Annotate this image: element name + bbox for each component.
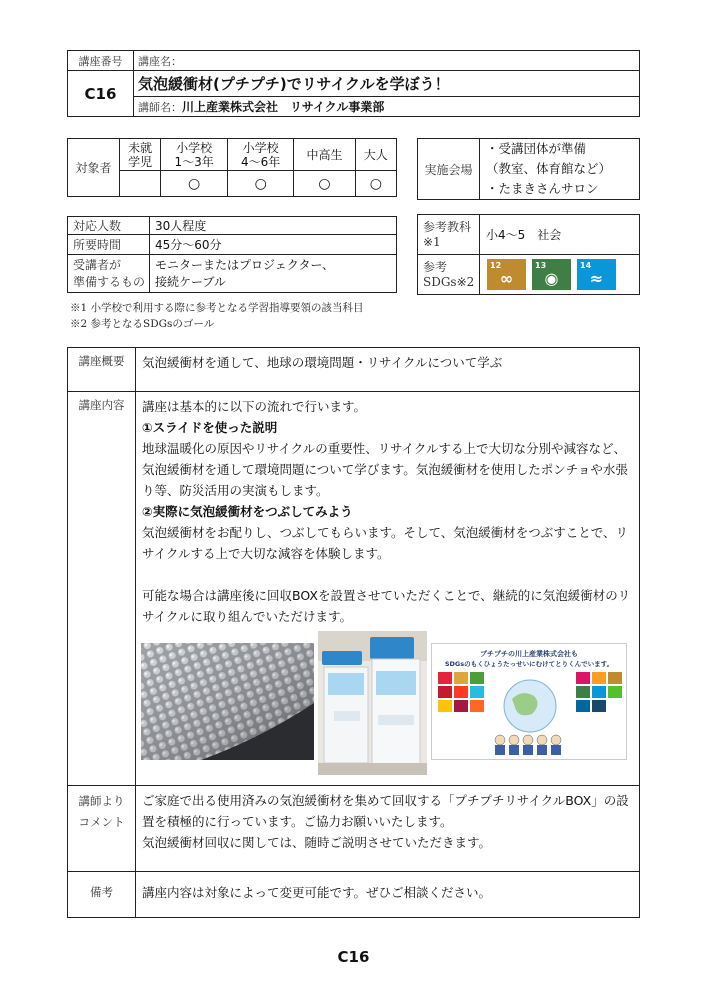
venue-line-2: ・たまきさんサロン xyxy=(486,181,599,196)
sdgs-poster xyxy=(431,643,627,760)
audience-col-4: 大人 xyxy=(355,139,396,171)
venue-label: 実施会場 xyxy=(418,139,480,200)
infinity-icon: ∞ xyxy=(499,269,514,288)
venue-line-1: （教室、体育館など） xyxy=(486,161,612,176)
comment-label: 講師より コメント xyxy=(68,786,136,872)
course-code-label: 講座番号 xyxy=(68,51,134,71)
audience-mark-4: ○ xyxy=(355,171,396,197)
sdg-14-number: 14 xyxy=(580,261,592,270)
audience-col-2: 小学校 4～6年 xyxy=(227,139,294,171)
comment-line-0: ご家庭で出る使用済みの気泡緩衝材を集めて回収する「プチプチリサイクルBOX」の設置を積極的に行っています。ご協力お願いいたします。 xyxy=(142,793,629,829)
info-label-0: 対応人数 xyxy=(68,217,150,235)
content-closing: 可能な場合は講座後に回収BOXを設置させていただくことで、継続的に気泡緩衝材のリサイクルに取り組んでいただけます。 xyxy=(142,588,631,624)
sdg-12-tile xyxy=(487,259,526,290)
content-section2-title: ②実際に気泡緩衝材をつぶしてみよう xyxy=(142,504,353,519)
audience-mark-1: ○ xyxy=(161,171,228,197)
info-value-1: 45分～60分 xyxy=(150,235,397,255)
course-code: C16 xyxy=(68,71,134,117)
info-value-2: モニターまたはプロジェクター、 接続ケーブル xyxy=(150,255,397,293)
audience-col-3: 中高生 xyxy=(294,139,355,171)
audience-mark-2: ○ xyxy=(227,171,294,197)
audience-col-0: 未就 学児 xyxy=(120,139,161,171)
info-value-0: 30人程度 xyxy=(150,217,397,235)
recycle-box-photo xyxy=(318,631,427,775)
sdg-13-tile xyxy=(532,259,571,290)
audience-table xyxy=(67,138,397,197)
subject-label: 参考教科 ※1 xyxy=(418,215,480,255)
note-2: ※2 参考となるSDGsのゴール xyxy=(70,318,215,330)
content-label: 講座内容 xyxy=(68,392,136,786)
venue-table xyxy=(417,138,640,200)
content-section2-text: 気泡緩衝材をお配りし、つぶしてもらいます。そして、気泡緩衝材をつぶすことで、リサイクルする上で大切な減容を体験します。 xyxy=(142,525,629,561)
venue-line-0: ・受講団体が準備 xyxy=(486,141,587,156)
audience-label: 対象者 xyxy=(68,139,120,197)
audience-mark-3: ○ xyxy=(294,171,355,197)
info-table xyxy=(67,216,397,293)
comment-line-1: 気泡緩衝材回収に関しては、随時ご説明させていただきます。 xyxy=(142,835,492,850)
page-code: C16 xyxy=(337,948,370,966)
remarks-text: 講座内容は対象によって変更可能です。ぜひご相談ください。 xyxy=(136,872,640,918)
note-1: ※1 小学校で利用する際に参考となる学習指導要領の該当科目 xyxy=(70,302,364,314)
lecturer-name: 川上産業株式会社 リサイクル事業部 xyxy=(182,100,385,114)
poster-line-2: SDGsのもくひょうたっせいにむけてとりくんでいます。 xyxy=(444,660,614,668)
subject-value: 小4～5 社会 xyxy=(480,215,640,255)
sdg-13-number: 13 xyxy=(535,261,547,270)
sdg-12-number: 12 xyxy=(490,261,502,270)
content-section1-text: 地球温暖化の原因やリサイクルの重要性、リサイクルする上で大切な分別や減容など、気泡緩衝材を通して環境問題について学びます。気泡緩衝材を使用したポンチョや水張り等、防災活用の実演もします。 xyxy=(142,441,628,498)
lecturer xyxy=(134,97,640,117)
remarks-label: 備考 xyxy=(68,872,136,918)
overview-label: 講座概要 xyxy=(68,348,136,392)
audience-col-1: 小学校 1～3年 xyxy=(161,139,228,171)
eye-globe-icon: ◉ xyxy=(544,269,559,288)
content-intro: 講座は基本的に以下の流れで行います。 xyxy=(142,399,367,414)
sdgs-label: 参考 SDGs※2 xyxy=(418,255,480,295)
lecturer-label: 講師名： xyxy=(138,101,182,114)
info-label-1: 所要時間 xyxy=(68,235,150,255)
course-header xyxy=(67,50,640,117)
audience-mark-0 xyxy=(120,171,161,197)
info-label-2: 受講者が 準備するもの xyxy=(68,255,150,293)
poster-line-1: プチプチの川上産業株式会社も xyxy=(480,650,578,658)
fish-icon: ≈ xyxy=(589,269,604,288)
bubble-wrap-photo xyxy=(141,643,314,760)
overview-text: 気泡緩衝材を通して、地球の環境問題・リサイクルについて学ぶ xyxy=(136,348,640,392)
course-name-label: 講座名： xyxy=(134,51,640,71)
course-title: 気泡緩衝材(プチプチ)でリサイクルを学ぼう！ xyxy=(134,71,640,97)
sdg-14-tile xyxy=(577,259,616,290)
content-section1-title: ①スライドを使った説明 xyxy=(142,420,278,435)
